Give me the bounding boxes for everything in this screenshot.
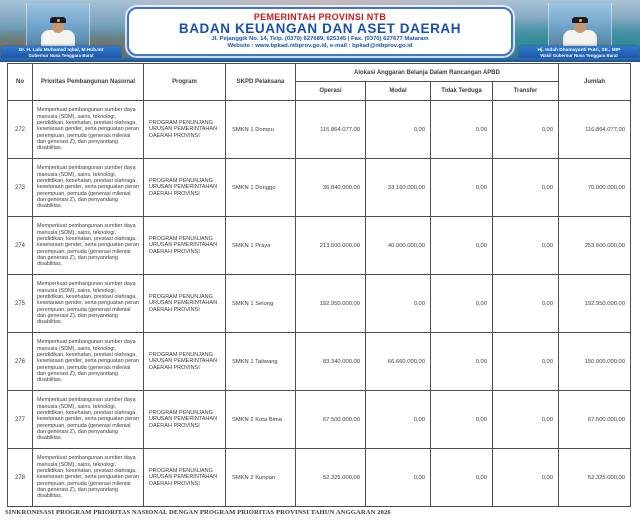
report-footer-title: SINKRONISASI PROGRAM PRIORITAS NASIONAL DENGAN PROGRAM PRIORITAS PROVINSI TAHUN ANGGARAN 2026 <box>5 509 391 516</box>
column-header-jumlah: Jumlah <box>559 64 631 101</box>
jumlah-cell: 253.600.000,00 <box>559 217 631 275</box>
tidak-terduga-cell: 0,00 <box>431 275 493 333</box>
row-number-cell: 276 <box>8 333 33 391</box>
modal-cell: 40.000.000,00 <box>366 217 431 275</box>
column-header-modal: Modal <box>366 82 431 101</box>
tidak-terduga-cell: 0,00 <box>431 391 493 449</box>
skpd-cell: SMKN 1 Donggo <box>226 159 296 217</box>
transfer-cell: 0,00 <box>493 391 559 449</box>
transfer-cell: 0,00 <box>493 275 559 333</box>
column-header-tidak-terduga: Tidak Terduga <box>431 82 493 101</box>
row-number-cell: 273 <box>8 159 33 217</box>
table-row <box>8 217 631 275</box>
jumlah-cell: 52.325.000,00 <box>559 449 631 507</box>
table-row <box>8 159 631 217</box>
operasi-cell: 36.840.000,00 <box>296 159 366 217</box>
transfer-cell: 0,00 <box>493 159 559 217</box>
row-number-cell: 274 <box>8 217 33 275</box>
jumlah-cell: 70.000.000,00 <box>559 159 631 217</box>
agency-address: Jl. Pejanggik No. 14, Telp. (0370) 627689, 625345 | Fax. (0370) 627677 Mataram <box>211 36 429 42</box>
table-row <box>8 275 631 333</box>
skpd-cell: SMKN 2 Kota Bima <box>226 391 296 449</box>
tidak-terduga-cell: 0,00 <box>431 449 493 507</box>
table-row <box>8 449 631 507</box>
column-group-header-apbd: Alokasi Anggaran Belanja Dalam Rancangan APBD <box>296 64 559 82</box>
person-silhouette-icon <box>560 13 600 47</box>
skpd-cell: SMKN 1 Selong <box>226 275 296 333</box>
program-cell: PROGRAM PENUNJANG URUSAN PEMERINTAHAN DAERAH PROVINSI <box>144 159 226 217</box>
modal-cell: 0,00 <box>366 101 431 159</box>
tidak-terduga-cell: 0,00 <box>431 333 493 391</box>
skpd-cell: SMKN 2 Kuripan <box>226 449 296 507</box>
program-cell: PROGRAM PENUNJANG URUSAN PEMERINTAHAN DAERAH PROVINSI <box>144 101 226 159</box>
transfer-cell: 0,00 <box>493 217 559 275</box>
row-number-cell: 278 <box>8 449 33 507</box>
row-number-cell: 277 <box>8 391 33 449</box>
modal-cell: 0,00 <box>366 449 431 507</box>
governor-photo <box>26 2 90 48</box>
vice-governor-title: Wakil Gubernur Nusa Tenggara Barat <box>540 53 618 59</box>
modal-cell: 0,00 <box>366 391 431 449</box>
skpd-cell: SMKN 1 Taliwang <box>226 333 296 391</box>
operasi-cell: 192.950.000,00 <box>296 275 366 333</box>
jumlah-cell: 150.000.000,00 <box>559 333 631 391</box>
operasi-cell: 52.325.000,00 <box>296 449 366 507</box>
jumlah-cell: 192.950.000,00 <box>559 275 631 333</box>
governor-title: Gubernur Nusa Tenggara Barat <box>28 53 94 59</box>
prioritas-cell: Memperkuat pembangunan sumber daya manusia (SDM), sains, teknologi, pendidikan, kesehatan, prestasi olahraga, kesetaraan gender, serta penguatan peran perempuan, pemuda (generasi milenial dan generasi Z), dan penyandang disabilitas. <box>33 391 144 449</box>
modal-cell: 0,00 <box>366 275 431 333</box>
program-cell: PROGRAM PENUNJANG URUSAN PEMERINTAHAN DAERAH PROVINSI <box>144 217 226 275</box>
table-body <box>8 101 631 507</box>
column-header-program: Program <box>144 64 226 101</box>
prioritas-cell: Memperkuat pembangunan sumber daya manusia (SDM), sains, teknologi, pendidikan, kesehatan, prestasi olahraga, kesetaraan gender, serta penguatan peran perempuan, pemuda (generasi milenial dan generasi Z), dan penyandang disabilitas. <box>33 101 144 159</box>
header-divider <box>0 58 640 62</box>
program-cell: PROGRAM PENUNJANG URUSAN PEMERINTAHAN DAERAH PROVINSI <box>144 449 226 507</box>
skpd-cell: SMKN 1 Praya <box>226 217 296 275</box>
prioritas-cell: Memperkuat pembangunan sumber daya manusia (SDM), sains, teknologi, pendidikan, kesehatan, prestasi olahraga, kesetaraan gender, serta penguatan peran perempuan, pemuda (generasi milenial dan generasi Z), dan penyandang disabilitas. <box>33 333 144 391</box>
prioritas-cell: Memperkuat pembangunan sumber daya manusia (SDM), sains, teknologi, pendidikan, kesehatan, prestasi olahraga, kesetaraan gender, serta penguatan peran perempuan, pemuda (generasi milenial dan generasi Z), dan penyandang disabilitas. <box>33 217 144 275</box>
skpd-cell: SMKN 1 Dompu <box>226 101 296 159</box>
program-cell: PROGRAM PENUNJANG URUSAN PEMERINTAHAN DAERAH PROVINSI <box>144 333 226 391</box>
agency-website: Website : www.bpkad.ntbprov.go.id, e-mail : bpkad@ntbprov.go.id <box>227 43 413 49</box>
table-row <box>8 333 631 391</box>
operasi-cell: 213.600.000,00 <box>296 217 366 275</box>
tidak-terduga-cell: 0,00 <box>431 101 493 159</box>
transfer-cell: 0,00 <box>493 449 559 507</box>
prioritas-cell: Memperkuat pembangunan sumber daya manusia (SDM), sains, teknologi, pendidikan, kesehatan, prestasi olahraga, kesetaraan gender, serta penguatan peran perempuan, pemuda (generasi milenial dan generasi Z), dan penyandang disabilitas. <box>33 449 144 507</box>
transfer-cell: 0,00 <box>493 333 559 391</box>
vice-governor-name: Hj. Indah Dhamayanti Putri, SE., MIP <box>537 48 621 53</box>
person-silhouette-icon <box>38 13 78 47</box>
modal-cell: 66.660.000,00 <box>366 333 431 391</box>
operasi-cell: 83.340.000,00 <box>296 333 366 391</box>
transfer-cell: 0,00 <box>493 101 559 159</box>
jumlah-cell: 116.864.077,00 <box>559 101 631 159</box>
budget-allocation-table <box>7 63 631 507</box>
modal-cell: 33.160.000,00 <box>366 159 431 217</box>
operasi-cell: 67.500.000,00 <box>296 391 366 449</box>
agency-name: BADAN KEUANGAN DAN ASET DAERAH <box>178 21 462 36</box>
program-cell: PROGRAM PENUNJANG URUSAN PEMERINTAHAN DAERAH PROVINSI <box>144 391 226 449</box>
tidak-terduga-cell: 0,00 <box>431 217 493 275</box>
prioritas-cell: Memperkuat pembangunan sumber daya manusia (SDM), sains, teknologi, pendidikan, kesehatan, prestasi olahraga, kesetaraan gender, serta penguatan peran perempuan, pemuda (generasi milenial dan generasi Z), dan penyandang disabilitas. <box>33 159 144 217</box>
prioritas-cell: Memperkuat pembangunan sumber daya manusia (SDM), sains, teknologi, pendidikan, kesehatan, prestasi olahraga, kesetaraan gender, serta penguatan peran perempuan, pemuda (generasi milenial dan generasi Z), dan penyandang disabilitas. <box>33 275 144 333</box>
row-number-cell: 272 <box>8 101 33 159</box>
column-header-prioritas: Prioritas Pembangunan Nasional <box>33 64 144 101</box>
column-header-operasi: Operasi <box>296 82 366 101</box>
table-row <box>8 101 631 159</box>
jumlah-cell: 67.500.000,00 <box>559 391 631 449</box>
column-header-transfer: Transfer <box>493 82 559 101</box>
letterhead <box>0 0 640 62</box>
government-name: PEMERINTAH PROVINSI NTB <box>253 12 387 22</box>
table-row <box>8 391 631 449</box>
column-header-skpd: SKPD Pelaksana <box>226 64 296 101</box>
vice-governor-photo <box>548 2 612 48</box>
row-number-cell: 275 <box>8 275 33 333</box>
operasi-cell: 116.864.077,00 <box>296 101 366 159</box>
program-cell: PROGRAM PENUNJANG URUSAN PEMERINTAHAN DAERAH PROVINSI <box>144 275 226 333</box>
tidak-terduga-cell: 0,00 <box>431 159 493 217</box>
column-header-no: No <box>8 64 33 101</box>
agency-banner <box>127 7 513 56</box>
governor-name: Dr. H. Lalu Muhamad Iqbal, M.Hub.Int <box>18 48 104 53</box>
